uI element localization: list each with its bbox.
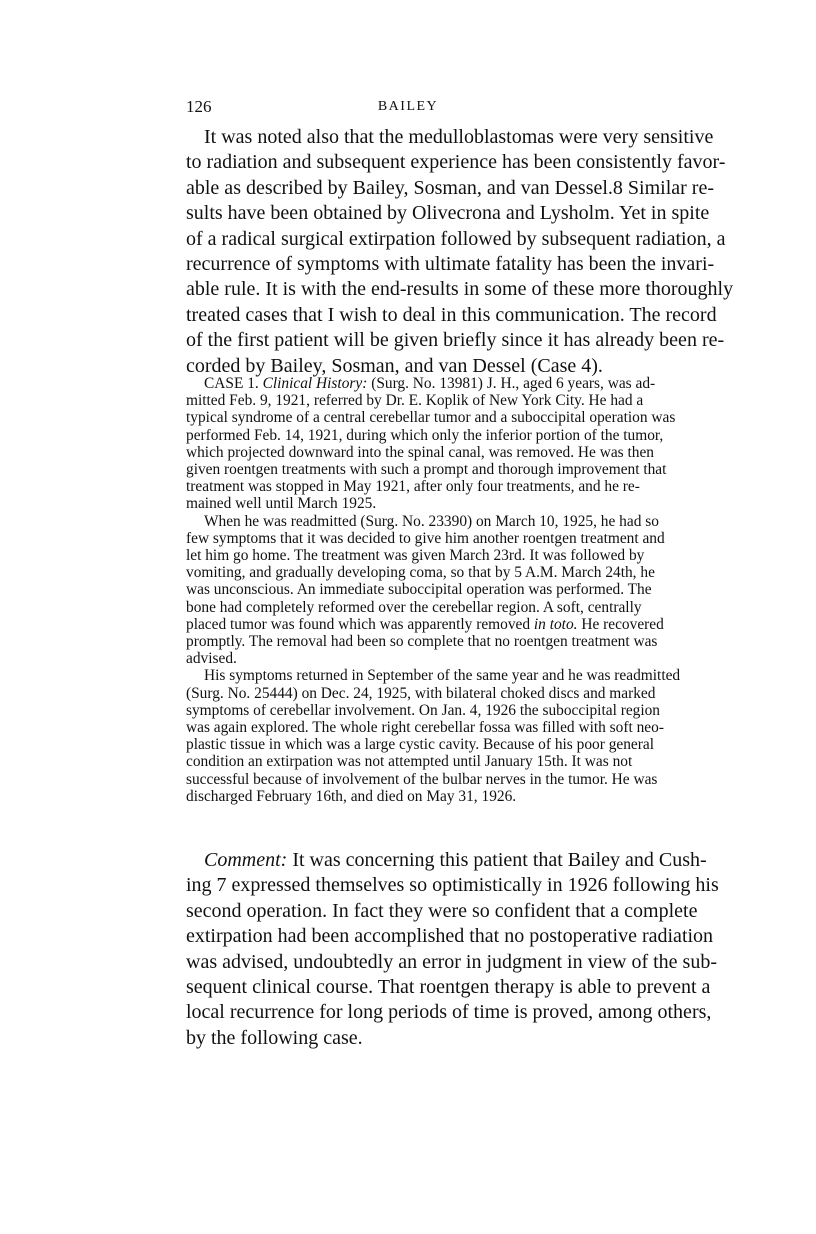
comment-first-line	[186, 848, 707, 873]
text-line: extirpation had been accomplished that no postoperative radiation	[186, 925, 714, 948]
case-1-history	[186, 375, 681, 805]
text-line: was unconscious. An immediate suboccipital operation was performed. The	[186, 581, 652, 599]
text-line: to radiation and subsequent experience has been consistently favor-	[186, 151, 726, 174]
text-line: treatment was stopped in May 1921, after only four treatments, and he re-	[186, 478, 640, 496]
text-line: advised.	[186, 650, 237, 668]
text-line: second operation. In fact they were so confident that a complete	[186, 899, 698, 922]
comment-label: Comment:	[204, 849, 288, 871]
text-line: few symptoms that it was decided to give him another roentgen treatment and	[186, 529, 665, 547]
text-span: placed tumor was found which was apparently removed	[186, 615, 534, 633]
text-line: able rule. It is with the end-results in some of these more thoroughly	[186, 278, 734, 301]
text-line: discharged February 16th, and died on May 31, 1926.	[186, 787, 517, 805]
comment-paragraph	[186, 848, 719, 1051]
text-line: plastic tissue in which was a large cystic cavity. Because of his poor general	[186, 736, 654, 754]
text-line: promptly. The removal had been so complete that no roentgen treatment was	[186, 633, 658, 651]
text-line: successful because of involvement of the bulbar nerves in the tumor. He was	[186, 770, 658, 788]
case-label: CASE 1.	[204, 375, 259, 392]
text-line: condition an extirpation was not attempted until January 15th. It was not	[186, 753, 633, 771]
text-line: vomiting, and gradually developing coma, so that by 5 A.M. March 24th, he	[186, 564, 655, 582]
text-line: typical syndrome of a central cerebellar tumor and a suboccipital operation was	[186, 409, 676, 427]
text-line: It was noted also that the medulloblastomas were very sensitive	[204, 126, 714, 148]
text-line: (Surg. No. 25444) on Dec. 24, 1925, with bilateral choked discs and marked	[186, 684, 656, 702]
text-line-with-italic	[186, 615, 664, 633]
text-line: let him go home. The treatment was given March 23rd. It was followed by	[186, 547, 645, 565]
text-line: mitted Feb. 9, 1921, referred by Dr. E. Koplik of New York City. He had a	[186, 392, 644, 410]
text-line: local recurrence for long periods of time is proved, among others,	[186, 1001, 712, 1024]
text-line: which projected downward into the spinal canal, was removed. He was then	[186, 443, 654, 461]
text-line: of a radical surgical extirpation followed by subsequent radiation, a	[186, 227, 726, 250]
text-line: sults have been obtained by Olivecrona and Lysholm. Yet in spite	[186, 202, 710, 225]
text-line: of the first patient will be given briefly since it has already been re-	[186, 329, 725, 352]
text-line: recurrence of symptoms with ultimate fatality has been the invari-	[186, 253, 715, 276]
text-line: was again explored. The whole right cerebellar fossa was filled with soft neo-	[186, 719, 664, 737]
text-line: corded by Bailey, Sosman, and van Dessel (Case 4).	[186, 354, 603, 377]
italic-phrase: in toto.	[533, 615, 578, 633]
text-line: performed Feb. 14, 1921, during which only the inferior portion of the tumor,	[186, 426, 664, 444]
text-span: He recovered	[577, 615, 664, 633]
text-line: able as described by Bailey, Sosman, and van Dessel.8 Similar re-	[186, 176, 715, 199]
text-line: ing 7 expressed themselves so optimistically in 1926 following his	[186, 874, 719, 897]
page-number: 126	[186, 97, 212, 116]
text-line: symptoms of cerebellar involvement. On Jan. 4, 1926 the suboccipital region	[186, 701, 661, 719]
running-title: BAILEY	[377, 99, 439, 114]
intro-paragraph	[186, 125, 734, 379]
text-line: His symptoms returned in September of the same year and he was readmitted	[204, 667, 681, 685]
text-line: given roentgen treatments with such a prompt and thorough improvement that	[186, 461, 667, 479]
text-line: was advised, undoubtedly an error in judgment in view of the sub-	[186, 950, 717, 973]
text-line: bone had completely reformed over the cerebellar region. A soft, centrally	[186, 598, 642, 616]
text-line: sequent clinical course. That roentgen therapy is able to prevent a	[186, 976, 711, 999]
text-line: treated cases that I wish to deal in this communication. The record	[186, 303, 717, 326]
case-first-line-rest: (Surg. No. 13981) J. H., aged 6 years, was ad-	[367, 375, 656, 392]
text-line: mained well until March 1925.	[186, 495, 377, 513]
text-line: by the following case.	[186, 1026, 363, 1049]
case-1-first-line	[186, 375, 656, 392]
text-line: When he was readmitted (Surg. No. 23390) on March 10, 1925, he had so	[204, 512, 659, 530]
running-header	[186, 97, 630, 119]
text-span: It was concerning this patient that Bailey and Cush-	[287, 849, 707, 871]
case-heading: Clinical History:	[262, 375, 368, 392]
